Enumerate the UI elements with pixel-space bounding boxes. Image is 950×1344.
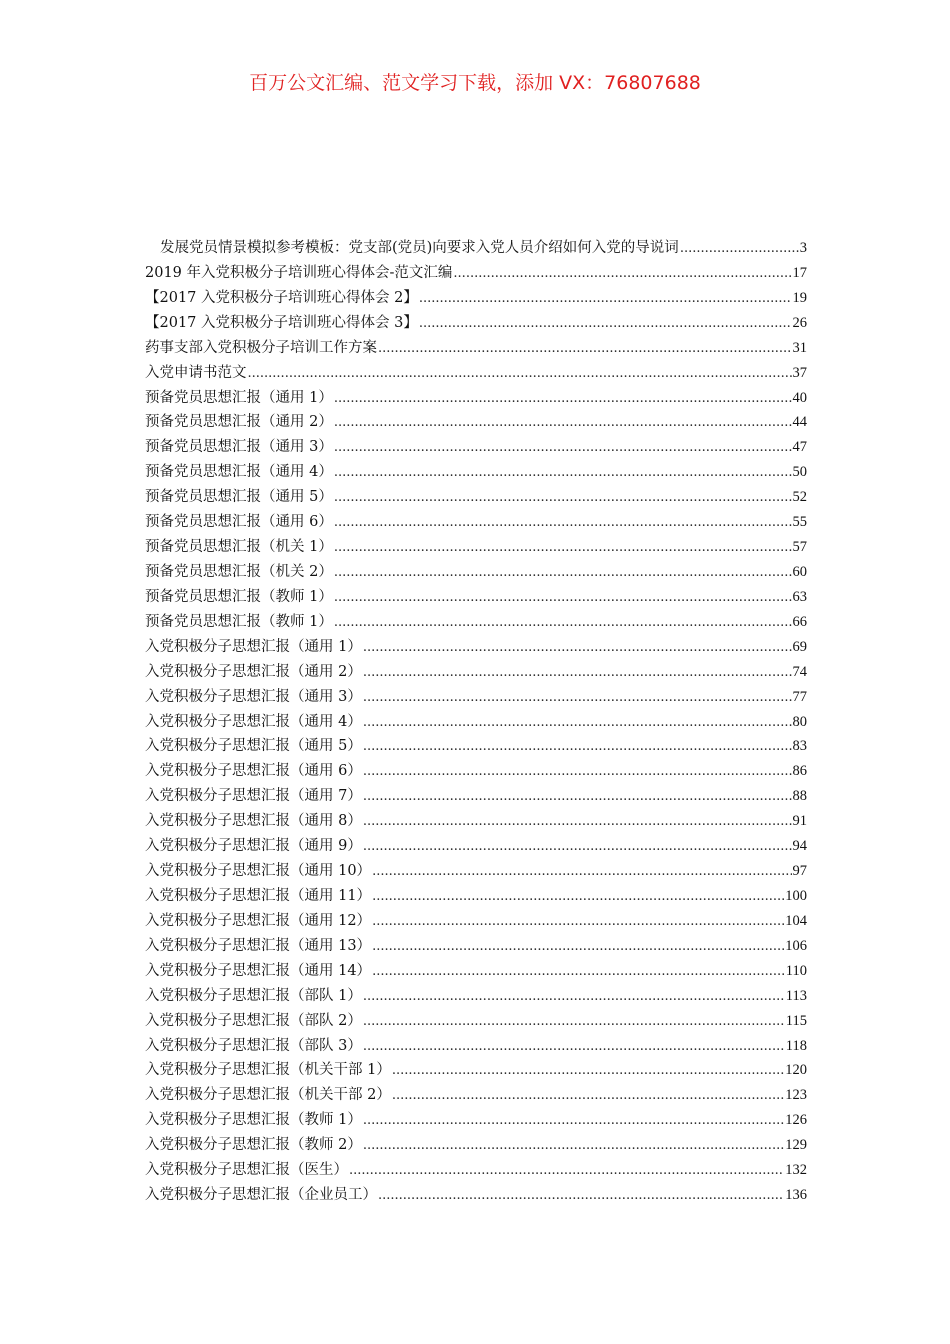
toc-leader-dots — [372, 959, 785, 985]
toc-entry[interactable] — [145, 809, 807, 834]
toc-leader-dots — [334, 410, 792, 436]
toc-entry-page: 69 — [792, 638, 807, 655]
toc-entry-page: 44 — [792, 414, 807, 431]
toc-leader-dots — [334, 485, 792, 511]
toc-entry[interactable] — [145, 361, 807, 386]
toc-entry-page: 47 — [792, 439, 807, 456]
toc-leader-dots — [363, 710, 792, 736]
toc-entry-title: 入党积极分子思想汇报（医生） — [145, 1162, 348, 1179]
toc-leader-dots — [363, 759, 792, 785]
toc-entry[interactable] — [145, 834, 807, 859]
toc-entry-page: 106 — [785, 937, 807, 954]
toc-entry[interactable] — [145, 610, 807, 635]
toc-entry-page: 100 — [785, 887, 807, 904]
toc-entry-page: 74 — [792, 663, 807, 680]
toc-leader-dots — [453, 261, 791, 287]
toc-entry-title: 入党积极分子思想汇报（通用 10） — [145, 863, 372, 880]
toc-entry-page: 94 — [792, 838, 807, 855]
toc-entry-title: 入党积极分子思想汇报（机关干部 1） — [145, 1062, 391, 1079]
toc-leader-dots — [363, 734, 792, 760]
toc-entry-page: 129 — [785, 1137, 807, 1154]
toc-leader-dots — [392, 1058, 784, 1084]
toc-entry[interactable] — [145, 1183, 807, 1208]
toc-entry-title: 入党积极分子思想汇报（通用 1） — [145, 638, 362, 655]
toc-entry[interactable] — [145, 759, 807, 784]
toc-entry[interactable] — [145, 635, 807, 660]
toc-leader-dots — [363, 660, 792, 686]
toc-entry[interactable] — [145, 734, 807, 759]
toc-entry-title: 发展党员情景模拟参考模板：党支部(党员)向要求入党人员介绍如何入党的导说词 — [160, 240, 679, 256]
toc-entry-title: 入党积极分子思想汇报（部队 3） — [145, 1037, 362, 1054]
toc-entry-title: 入党积极分子思想汇报（企业员工） — [145, 1187, 377, 1204]
toc-entry-page: 37 — [792, 364, 807, 381]
toc-leader-dots — [680, 236, 799, 262]
toc-entry-title: 入党积极分子思想汇报（通用 3） — [145, 688, 362, 705]
toc-leader-dots — [363, 1034, 785, 1060]
table-of-contents — [145, 236, 807, 1208]
toc-entry-title: 药事支部入党积极分子培训工作方案 — [145, 339, 377, 356]
toc-entry-page: 113 — [785, 987, 807, 1004]
toc-entry-page: 132 — [785, 1162, 807, 1179]
toc-entry[interactable] — [145, 435, 807, 460]
toc-entry-page: 83 — [792, 738, 807, 755]
toc-entry-page: 91 — [792, 813, 807, 830]
toc-entry[interactable] — [145, 261, 807, 286]
toc-leader-dots — [363, 984, 785, 1010]
toc-leader-dots — [378, 1183, 784, 1209]
toc-entry-title: 入党积极分子思想汇报（教师 1） — [145, 1112, 362, 1129]
toc-entry[interactable] — [145, 236, 807, 261]
toc-entry-page: 57 — [792, 539, 807, 556]
toc-entry-page: 110 — [785, 962, 807, 979]
toc-entry[interactable] — [145, 386, 807, 411]
toc-leader-dots — [363, 1009, 785, 1035]
toc-entry[interactable] — [145, 710, 807, 735]
toc-entry[interactable] — [145, 984, 807, 1009]
toc-entry-page: 19 — [792, 289, 807, 306]
toc-entry-title: 预备党员思想汇报（通用 2） — [145, 414, 333, 431]
toc-entry-page: 126 — [785, 1112, 807, 1129]
toc-entry-page: 118 — [785, 1037, 807, 1054]
toc-entry-page: 136 — [785, 1187, 807, 1204]
toc-entry-page: 77 — [792, 688, 807, 705]
toc-entry[interactable] — [145, 410, 807, 435]
watermark-header: 百万公文汇编、范文学习下载，添加 VX：76807688 — [249, 72, 701, 94]
toc-entry-page: 55 — [792, 514, 807, 531]
toc-entry-title: 入党积极分子思想汇报（通用 14） — [145, 962, 372, 979]
toc-entry-page: 80 — [792, 713, 807, 730]
toc-entry-title: 预备党员思想汇报（机关 1） — [145, 539, 333, 556]
toc-entry[interactable] — [145, 660, 807, 685]
toc-entry-page: 66 — [792, 613, 807, 630]
toc-leader-dots — [334, 510, 792, 536]
toc-entry-title: 入党积极分子思想汇报（机关干部 2） — [145, 1087, 391, 1104]
toc-entry[interactable] — [145, 585, 807, 610]
toc-leader-dots — [334, 460, 792, 486]
toc-leader-dots — [372, 859, 791, 885]
toc-entry-page: 50 — [792, 464, 807, 481]
toc-entry[interactable] — [145, 336, 807, 361]
toc-entry-title: 预备党员思想汇报（通用 1） — [145, 389, 333, 406]
toc-entry-page: 120 — [785, 1062, 807, 1079]
toc-entry-title: 预备党员思想汇报（通用 3） — [145, 439, 333, 456]
toc-leader-dots — [392, 1083, 784, 1109]
toc-entry-page: 123 — [785, 1087, 807, 1104]
toc-leader-dots — [334, 535, 792, 561]
toc-leader-dots — [372, 884, 784, 910]
toc-entry-page: 31 — [792, 339, 807, 356]
toc-entry-title: 入党积极分子思想汇报（通用 8） — [145, 813, 362, 830]
toc-entry-title: 入党积极分子思想汇报（通用 13） — [145, 937, 372, 954]
toc-entry[interactable] — [145, 311, 807, 336]
toc-leader-dots — [378, 336, 792, 362]
toc-leader-dots — [334, 560, 792, 586]
toc-leader-dots — [363, 784, 792, 810]
toc-entry-page: 3 — [799, 240, 807, 256]
toc-entry-title: 入党积极分子思想汇报（部队 2） — [145, 1012, 362, 1029]
toc-entry-title: 预备党员思想汇报（教师 1） — [145, 588, 333, 605]
toc-entry-title: 入党积极分子思想汇报（通用 2） — [145, 663, 362, 680]
toc-leader-dots — [363, 1133, 784, 1159]
toc-entry[interactable] — [145, 1158, 807, 1183]
toc-leader-dots — [363, 834, 792, 860]
toc-leader-dots — [363, 1108, 784, 1134]
toc-entry-title: 【2017 入党积极分子培训班心得体会 2】 — [145, 289, 418, 306]
toc-entry-page: 88 — [792, 788, 807, 805]
toc-leader-dots — [372, 934, 784, 960]
toc-entry-title: 入党积极分子思想汇报（通用 6） — [145, 763, 362, 780]
toc-leader-dots — [334, 386, 792, 412]
toc-entry[interactable] — [145, 535, 807, 560]
toc-entry-page: 86 — [792, 763, 807, 780]
toc-entry[interactable] — [145, 1083, 807, 1108]
toc-leader-dots — [372, 909, 784, 935]
toc-entry-title: 入党申请书范文 — [145, 364, 247, 381]
toc-leader-dots — [419, 286, 792, 312]
toc-entry[interactable] — [145, 685, 807, 710]
toc-entry[interactable] — [145, 510, 807, 535]
toc-leader-dots — [334, 610, 792, 636]
toc-entry[interactable] — [145, 1108, 807, 1133]
toc-entry-title: 预备党员思想汇报（教师 1） — [145, 613, 333, 630]
toc-entry-page: 52 — [792, 489, 807, 506]
toc-entry-title: 入党积极分子思想汇报（通用 4） — [145, 713, 362, 730]
toc-entry[interactable] — [145, 286, 807, 311]
toc-entry-page: 26 — [792, 314, 807, 331]
toc-entry-title: 入党积极分子思想汇报（通用 9） — [145, 838, 362, 855]
toc-leader-dots — [363, 685, 792, 711]
toc-leader-dots — [334, 585, 792, 611]
toc-entry-page: 63 — [792, 588, 807, 605]
toc-entry-title: 预备党员思想汇报（通用 5） — [145, 489, 333, 506]
toc-entry[interactable] — [145, 485, 807, 510]
toc-entry-title: 入党积极分子思想汇报（部队 1） — [145, 987, 362, 1004]
toc-entry-page: 115 — [785, 1012, 807, 1029]
toc-entry[interactable] — [145, 460, 807, 485]
toc-leader-dots — [363, 809, 792, 835]
toc-entry[interactable] — [145, 1009, 807, 1034]
toc-entry[interactable] — [145, 784, 807, 809]
toc-entry-title: 预备党员思想汇报（通用 6） — [145, 514, 333, 531]
toc-entry-title: 入党积极分子思想汇报（通用 5） — [145, 738, 362, 755]
toc-entry[interactable] — [145, 1058, 807, 1083]
toc-entry-title: 入党积极分子思想汇报（教师 2） — [145, 1137, 362, 1154]
toc-entry[interactable] — [145, 1133, 807, 1158]
toc-leader-dots — [248, 361, 792, 387]
toc-entry-page: 104 — [785, 912, 807, 929]
toc-entry-page: 97 — [792, 863, 807, 880]
toc-entry-title: 【2017 入党积极分子培训班心得体会 3】 — [145, 314, 418, 331]
toc-entry[interactable] — [145, 884, 807, 909]
toc-entry-title: 预备党员思想汇报（通用 4） — [145, 464, 333, 481]
toc-entry-page: 17 — [792, 264, 807, 281]
toc-entry-title: 预备党员思想汇报（机关 2） — [145, 563, 333, 580]
toc-entry-page: 40 — [792, 389, 807, 406]
toc-entry-title: 2019 年入党积极分子培训班心得体会-范文汇编 — [145, 264, 453, 281]
toc-entry[interactable] — [145, 1034, 807, 1059]
toc-entry-title: 入党积极分子思想汇报（通用 12） — [145, 912, 372, 929]
toc-entry[interactable] — [145, 934, 807, 959]
toc-entry[interactable] — [145, 909, 807, 934]
toc-entry[interactable] — [145, 959, 807, 984]
toc-entry-title: 入党积极分子思想汇报（通用 11） — [145, 887, 372, 904]
toc-leader-dots — [349, 1158, 784, 1184]
toc-entry[interactable] — [145, 560, 807, 585]
toc-leader-dots — [419, 311, 792, 337]
toc-entry[interactable] — [145, 859, 807, 884]
toc-entry-title: 入党积极分子思想汇报（通用 7） — [145, 788, 362, 805]
toc-leader-dots — [363, 635, 792, 661]
toc-entry-page: 60 — [792, 563, 807, 580]
toc-leader-dots — [334, 435, 792, 461]
